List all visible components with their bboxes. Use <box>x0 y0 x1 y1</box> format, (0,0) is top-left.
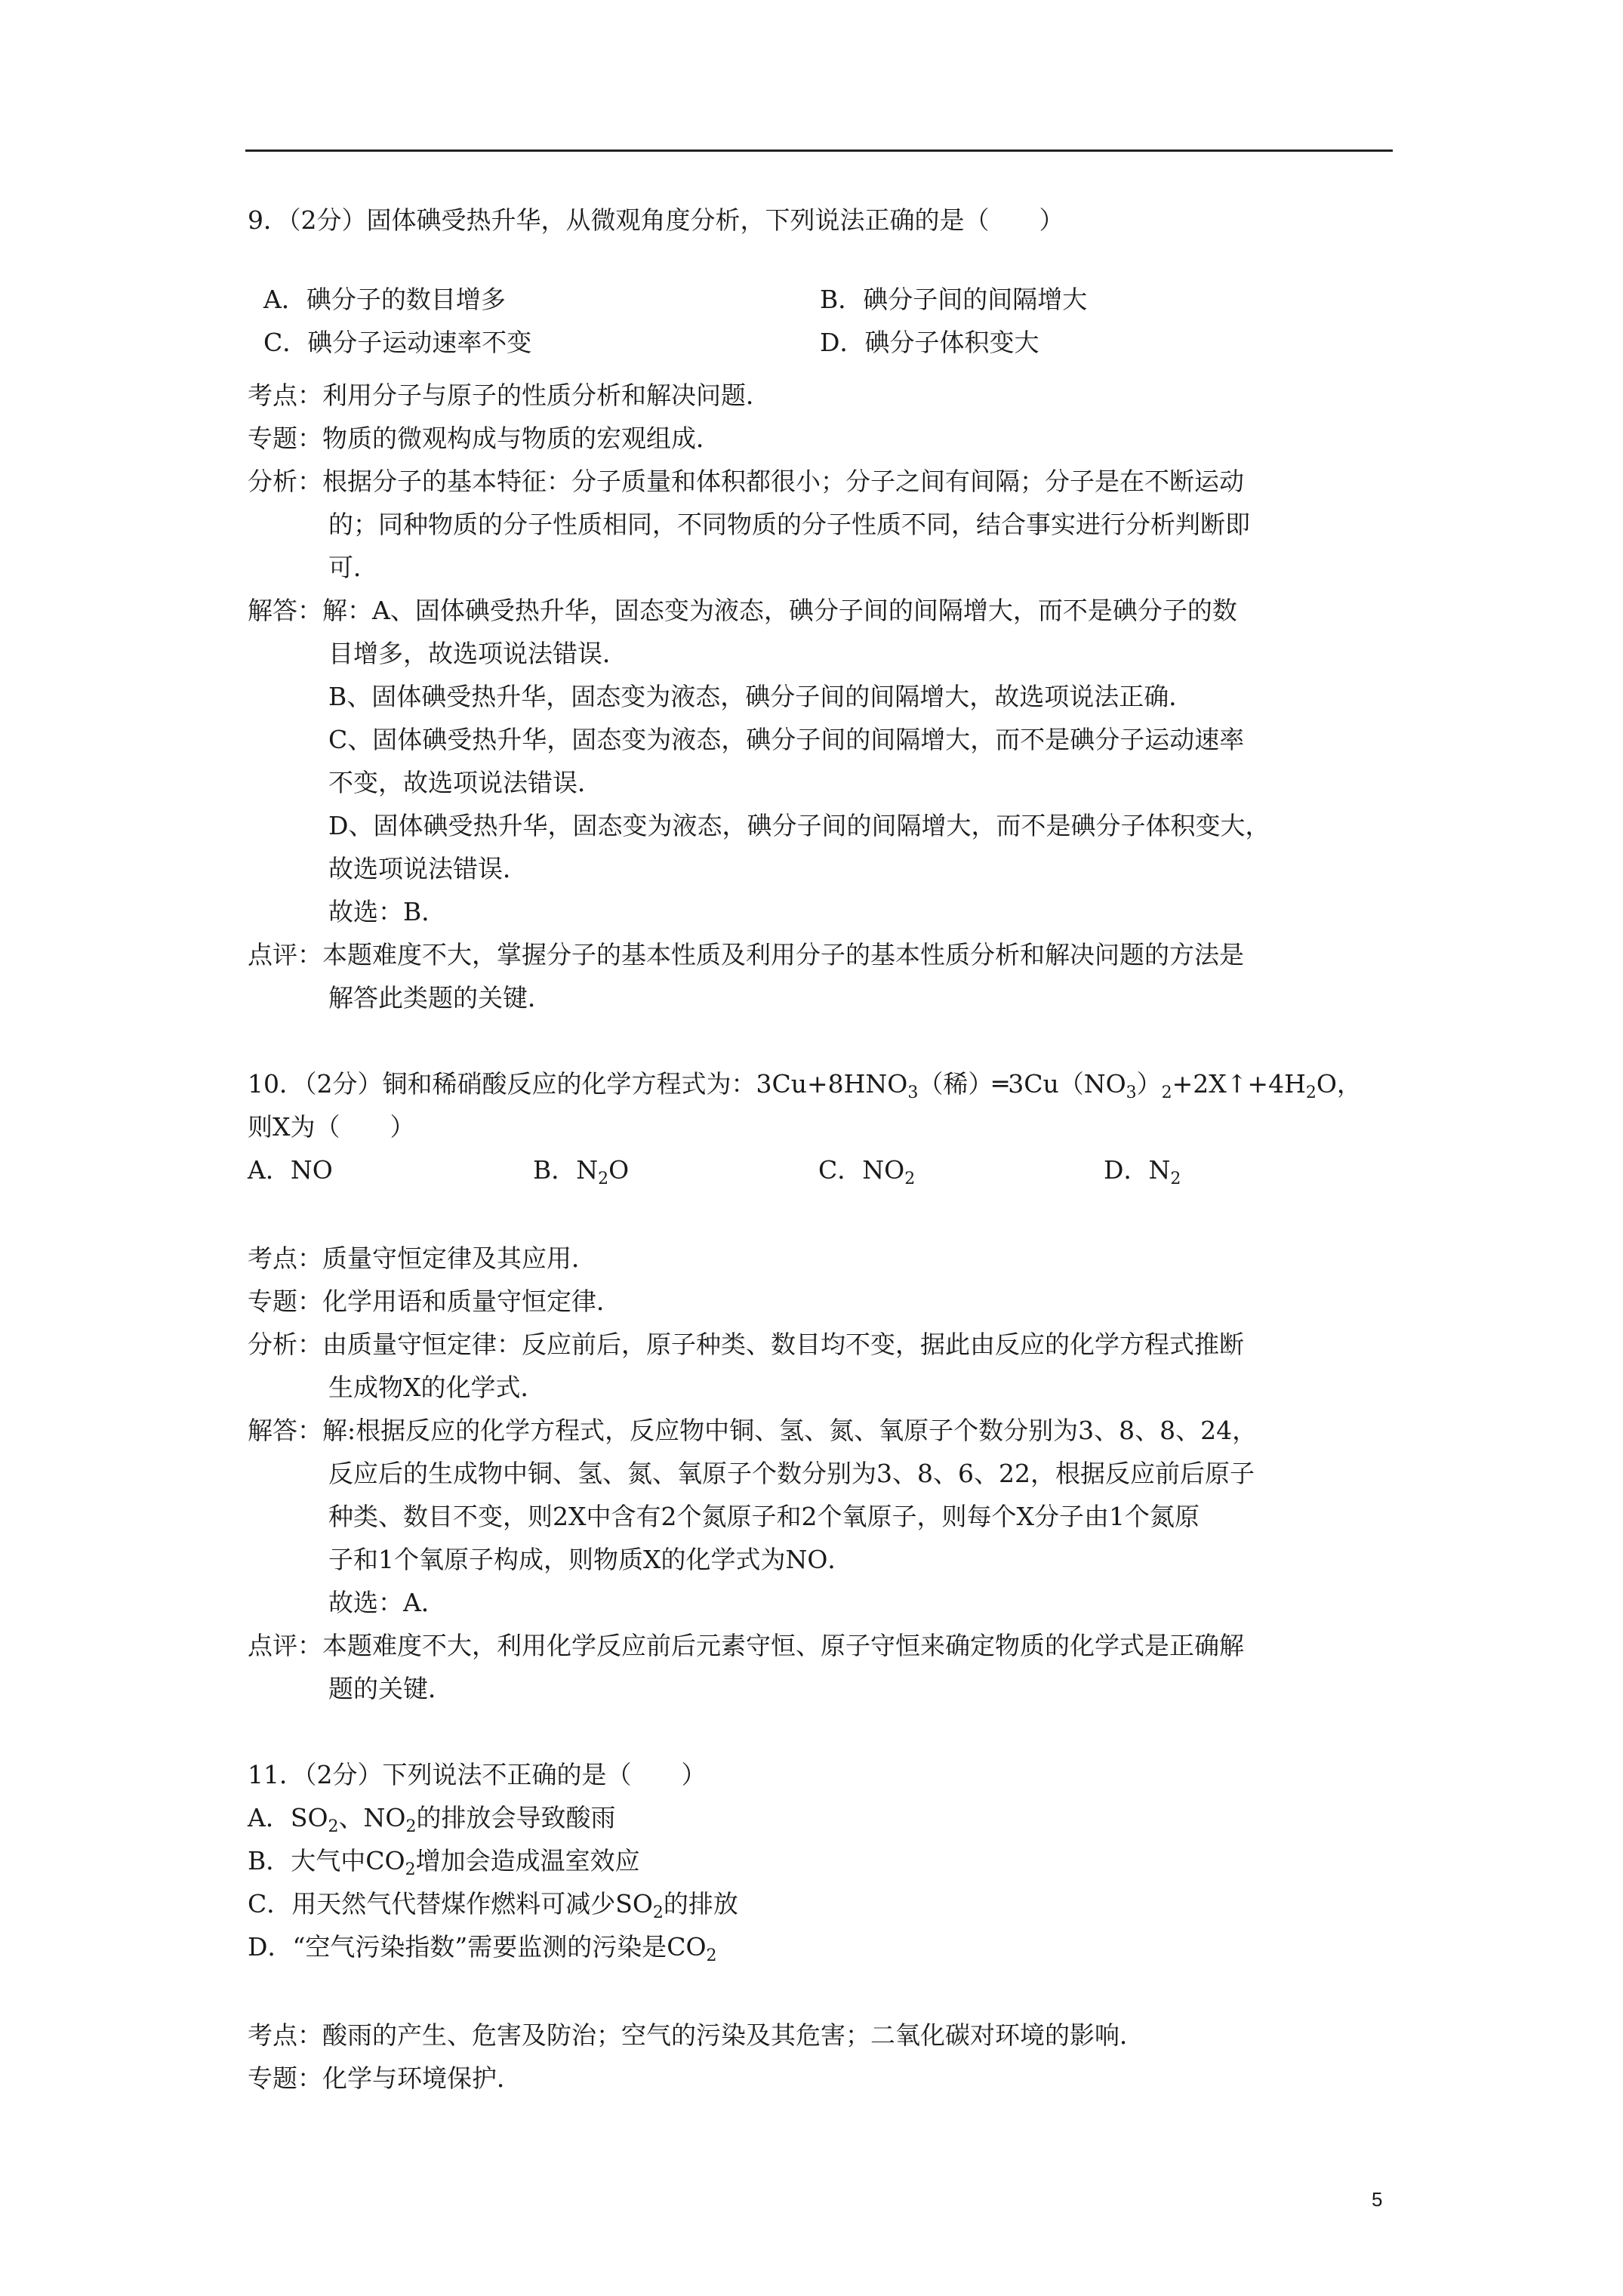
subscript: 2 <box>328 1817 339 1836</box>
option-text: C．NO <box>818 1155 905 1185</box>
q9-jieda-line: B、固体碘受热升华，固态变为液态，碘分子间的间隔增大，故选项说法正确． <box>328 682 1194 711</box>
q9-fenxi-line: 可． <box>328 553 378 582</box>
q10-dianping-line: 点评：本题难度不大，利用化学反应前后元素守恒、原子守恒来确定物质的化学式是正确解 <box>248 1631 1244 1660</box>
q11-option-b <box>248 1843 1395 1879</box>
q10-jieda-line: 子和1个氧原子构成，则物质X的化学式为NO． <box>328 1545 853 1574</box>
subscript: 2 <box>706 1946 717 1965</box>
q11-option-d <box>248 1929 1395 1965</box>
q10-option-c <box>818 1152 915 1188</box>
option-text: D．“空气污染指数”需要监测的污染是CO <box>248 1932 707 1962</box>
q10-option-a: A．NO <box>248 1155 333 1185</box>
header-rule <box>245 149 1393 152</box>
q11-stem: 11．（2分）下列说法不正确的是（ ） <box>248 1760 707 1789</box>
q9-jieda-line: 故选项说法错误． <box>328 854 528 883</box>
subscript: 2 <box>598 1170 609 1188</box>
page-number: 5 <box>1372 2188 1383 2211</box>
q9-dianping-line: 解答此类题的关键． <box>328 983 553 1012</box>
q10-stem-line2: 则X为（ ） <box>248 1112 415 1142</box>
subscript: 2 <box>405 1860 416 1879</box>
q9-zhuanti: 专题：物质的微观构成与物质的宏观组成． <box>248 424 721 453</box>
subscript: 2 <box>652 1903 664 1922</box>
q9-option-b: B．碘分子间的间隔增大 <box>820 285 1088 314</box>
q9-option-a: A．碘分子的数目增多 <box>263 285 506 314</box>
q10-fenxi-line: 生成物X的化学式． <box>328 1373 546 1402</box>
q9-jieda-line: 不变，故选项说法错误． <box>328 768 602 797</box>
subscript: 2 <box>1170 1170 1181 1188</box>
option-text: B．大气中CO <box>248 1846 405 1875</box>
q11-option-c <box>248 1886 1395 1922</box>
option-text: 的排放会导致酸雨 <box>416 1803 616 1832</box>
subscript: 2 <box>1305 1083 1317 1102</box>
subscript: 2 <box>405 1817 417 1836</box>
subscript: 2 <box>904 1170 916 1188</box>
q9-jieda-line: C、固体碘受热升华，固态变为液态，碘分子间的间隔增大，而不是碘分子运动速率 <box>328 725 1245 754</box>
q10-fenxi-line: 分析：由质量守恒定律：反应前后，原子种类、数目均不变，据此由反应的化学方程式推断 <box>248 1330 1244 1359</box>
q10-stem-text: 10．（2分）铜和稀硝酸反应的化学方程式为：3Cu+8HNO <box>248 1069 908 1099</box>
q9-option-c: C．碘分子运动速率不变 <box>263 328 532 357</box>
option-text: A．SO <box>248 1803 328 1832</box>
option-text: 、NO <box>338 1803 406 1832</box>
q11-zhuanti: 专题：化学与环境保护． <box>248 2063 522 2093</box>
option-text: 增加会造成温室效应 <box>415 1846 640 1875</box>
q9-stem: 9．（2分）固体碘受热升华，从微观角度分析，下列说法正确的是（ ） <box>248 205 1064 235</box>
q9-jieda-line: D、固体碘受热升华，固态变为液态，碘分子间的间隔增大，而不是碘分子体积变大， <box>328 811 1270 840</box>
subscript: 2 <box>1161 1083 1172 1102</box>
q10-stem-text: （稀）═3Cu（NO <box>918 1069 1126 1099</box>
q10-jieda-line: 故选：A． <box>328 1588 446 1617</box>
q9-jieda-line: 解答：解：A、固体碘受热升华，固态变为液态，碘分子间的间隔增大，而不是碘分子的数 <box>248 596 1237 625</box>
q11-option-a <box>248 1800 1395 1836</box>
q10-stem <box>248 1066 1395 1102</box>
option-text: 的排放 <box>663 1889 738 1918</box>
q10-zhuanti: 专题：化学用语和质量守恒定律． <box>248 1287 621 1316</box>
q9-dianping-line: 点评：本题难度不大，掌握分子的基本性质及利用分子的基本性质分析和解决问题的方法是 <box>248 940 1244 969</box>
q10-stem-text: +2X↑+4H <box>1172 1069 1306 1099</box>
option-text: O <box>608 1155 630 1185</box>
q10-option-b <box>533 1152 629 1188</box>
q10-jieda-line: 种类、数目不变，则2X中含有2个氮原子和2个氧原子，则每个X分子由1个氮原 <box>328 1502 1200 1531</box>
q9-options-row2 <box>248 288 1395 361</box>
subscript: 3 <box>1126 1083 1137 1102</box>
q9-jieda-line: 目增多，故选项说法错误． <box>328 639 627 668</box>
option-text: B．N <box>533 1155 599 1185</box>
q9-jieda-line: 故选：B． <box>328 897 447 926</box>
q10-jieda-line: 反应后的生成物中铜、氢、氮、氧原子个数分别为3、8、6、22，根据反应前后原子 <box>328 1459 1255 1488</box>
q10-option-d <box>1104 1152 1181 1188</box>
q9-option-d: D．碘分子体积变大 <box>820 328 1039 357</box>
q10-dianping-line: 题的关键． <box>328 1674 453 1703</box>
option-text: D．N <box>1104 1155 1171 1185</box>
q10-stem-text: ） <box>1136 1069 1162 1099</box>
q9-kaodian: 考点：利用分子与原子的性质分析和解决问题． <box>248 381 771 410</box>
q11-kaodian: 考点：酸雨的产生、危害及防治；空气的污染及其危害；二氧化碳对环境的影响． <box>248 2020 1144 2050</box>
q9-fenxi-line: 的；同种物质的分子性质相同，不同物质的分子性质不同，结合事实进行分析判断即 <box>328 510 1250 539</box>
q10-kaodian: 考点：质量守恒定律及其应用． <box>248 1244 596 1273</box>
q10-jieda-line: 解答：解:根据反应的化学方程式，反应物中铜、氢、氮、氧原子个数分别为3、8、8、24， <box>248 1416 1258 1445</box>
q10-stem-text: O， <box>1316 1069 1362 1099</box>
q9-fenxi-line: 分析：根据分子的基本特征：分子质量和体积都很小；分子之间有间隔；分子是在不断运动 <box>248 467 1244 496</box>
subscript: 3 <box>907 1083 919 1102</box>
option-text: C．用天然气代替煤作燃料可减少SO <box>248 1889 653 1918</box>
